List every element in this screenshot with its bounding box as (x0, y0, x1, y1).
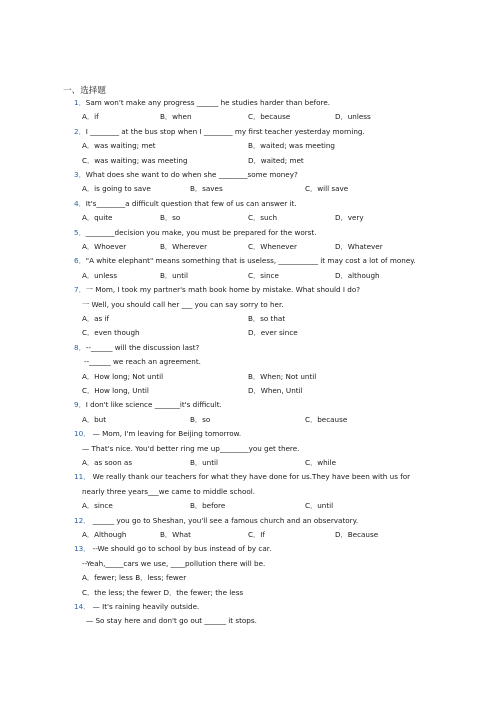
answer-option[interactable]: D．although (335, 270, 380, 280)
answer-option[interactable]: A．Although (82, 530, 127, 539)
question-text: Sam won't make any progress ______ he studies harder than before. (85, 98, 331, 107)
question-stem (74, 98, 330, 108)
question-stem (74, 228, 317, 238)
question-number: 1． (74, 98, 86, 107)
answer-option[interactable]: D．very (335, 213, 364, 223)
question-text: — Mom, I'm leaving for Beijing tomorrow. (90, 429, 242, 439)
answer-option[interactable]: A．quite (82, 213, 113, 223)
question-number: 6． (74, 256, 86, 266)
answer-option[interactable]: C．because (248, 112, 291, 122)
question-line: --Yeah,_____cars we use, ____pollution there will be. (82, 558, 266, 568)
answer-option[interactable]: B．so (160, 213, 181, 223)
answer-option[interactable]: A．was waiting; met (82, 141, 156, 151)
answer-option[interactable]: A．How long; Not until (82, 371, 164, 381)
question-text: --______ will the discussion last? (85, 342, 200, 352)
question-line: nearly three years___we came to middle school. (82, 486, 256, 496)
question-stem (74, 400, 222, 410)
answer-option[interactable]: A．if (82, 112, 99, 122)
question-text: 一 Mom, I took my partner's math book home by mistake. What should I do? (85, 285, 361, 295)
question-number: 11． (74, 472, 91, 482)
answer-option[interactable]: B．Wherever (160, 242, 208, 251)
answer-option[interactable]: A．unless (82, 270, 118, 280)
answer-option[interactable]: C．was waiting; was meeting (82, 155, 188, 165)
question-number: 4． (74, 198, 86, 208)
question-text: We really thank our teachers for what they have done for us.They have been with us for (90, 472, 411, 482)
question-line: 一 Well, you should call her ___ you can say sorry to her. (82, 299, 284, 309)
question-stem (74, 544, 271, 554)
question-number: 10． (74, 429, 91, 439)
answer-option[interactable]: C．because (305, 414, 348, 424)
answer-option[interactable]: B．until (190, 458, 219, 467)
question-line: C．the less; the fewer D．the fewer; the less (82, 587, 244, 597)
answer-option[interactable]: D．ever since (248, 328, 298, 338)
question-stem (74, 472, 410, 482)
question-text: — It's raining heavily outside. (90, 602, 200, 611)
question-stem (74, 602, 199, 612)
answer-option[interactable]: A．as if (82, 314, 110, 323)
answer-option[interactable]: B．waited; was meeting (248, 141, 335, 151)
question-stem (74, 256, 416, 266)
answer-option[interactable]: C．such (248, 213, 278, 223)
section-title: 一、选择题 (63, 86, 106, 96)
question-number: 8． (74, 342, 86, 352)
question-stem (74, 516, 358, 526)
answer-option[interactable]: B．When; Not until (248, 371, 317, 381)
answer-option[interactable]: A．since (82, 501, 113, 511)
question-text: What does she want to do when she ________some money? (85, 170, 298, 179)
answer-option[interactable]: D．When, Until (248, 386, 303, 395)
answer-option[interactable]: A．Whoever (82, 242, 127, 251)
answer-option[interactable]: B．What (160, 530, 192, 539)
answer-option[interactable]: C．Whenever (248, 242, 297, 251)
question-text: ________decision you make, you must be prepared for the worst. (85, 227, 317, 237)
answer-option[interactable]: B．so that (248, 314, 286, 323)
question-text: It's________a difficult question that few of us can answer it. (85, 198, 297, 208)
question-stem (74, 199, 297, 209)
question-stem (74, 127, 365, 137)
answer-option[interactable]: C．since (248, 270, 279, 280)
question-line: — So stay here and don't go out ______ it stops. (86, 616, 257, 626)
question-line: A．fewer; less B．less; fewer (82, 573, 187, 583)
question-stem (74, 343, 199, 353)
question-number: 5． (74, 227, 86, 237)
answer-option[interactable]: B．when (160, 112, 192, 122)
answer-option[interactable]: D．Because (335, 530, 379, 539)
answer-option[interactable]: C．even though (82, 328, 140, 338)
question-number: 9． (74, 400, 86, 410)
answer-option[interactable]: C．If (248, 530, 265, 539)
answer-option[interactable]: C．until (305, 501, 334, 511)
question-text: ______ you go to Sheshan, you'll see a famous church and an observatory. (90, 515, 359, 525)
question-text: "A white elephant" means something that is useless, ___________ it may cost a lot of money. (85, 256, 416, 266)
answer-option[interactable]: C．will save (305, 184, 349, 194)
question-number: 12． (74, 515, 91, 525)
answer-option[interactable]: A．as soon as (82, 458, 133, 467)
answer-option[interactable]: A．but (82, 414, 107, 424)
question-stem (74, 285, 360, 295)
answer-option[interactable]: C．How long, Until (82, 386, 149, 395)
answer-option[interactable]: B．saves (190, 184, 223, 194)
answer-option[interactable]: C．while (305, 458, 337, 467)
answer-option[interactable]: D．unless (335, 112, 371, 122)
answer-option[interactable]: D．waited; met (248, 155, 304, 165)
question-stem (74, 170, 298, 180)
question-number: 14． (74, 602, 91, 611)
question-number: 2． (74, 126, 86, 136)
question-number: 13． (74, 544, 91, 554)
question-line: --______ we reach an agreement. (84, 357, 201, 367)
answer-option[interactable]: D．Whatever (335, 242, 383, 251)
question-text: --We should go to school by bus instead of by car. (90, 544, 272, 554)
question-number: 3． (74, 170, 86, 179)
answer-option[interactable]: B．until (160, 270, 189, 280)
answer-option[interactable]: A．is going to save (82, 184, 151, 194)
question-text: I don't like science _______it's difficult. (85, 400, 222, 410)
question-stem (74, 429, 241, 439)
question-number: 7． (74, 285, 86, 295)
question-text: I ________ at the bus stop when I ________ my first teacher yesterday morning. (85, 126, 365, 136)
question-line: — That's nice. You'd better ring me up________you get there. (82, 443, 300, 453)
answer-option[interactable]: B．before (190, 501, 226, 511)
answer-option[interactable]: B．so (190, 414, 211, 424)
